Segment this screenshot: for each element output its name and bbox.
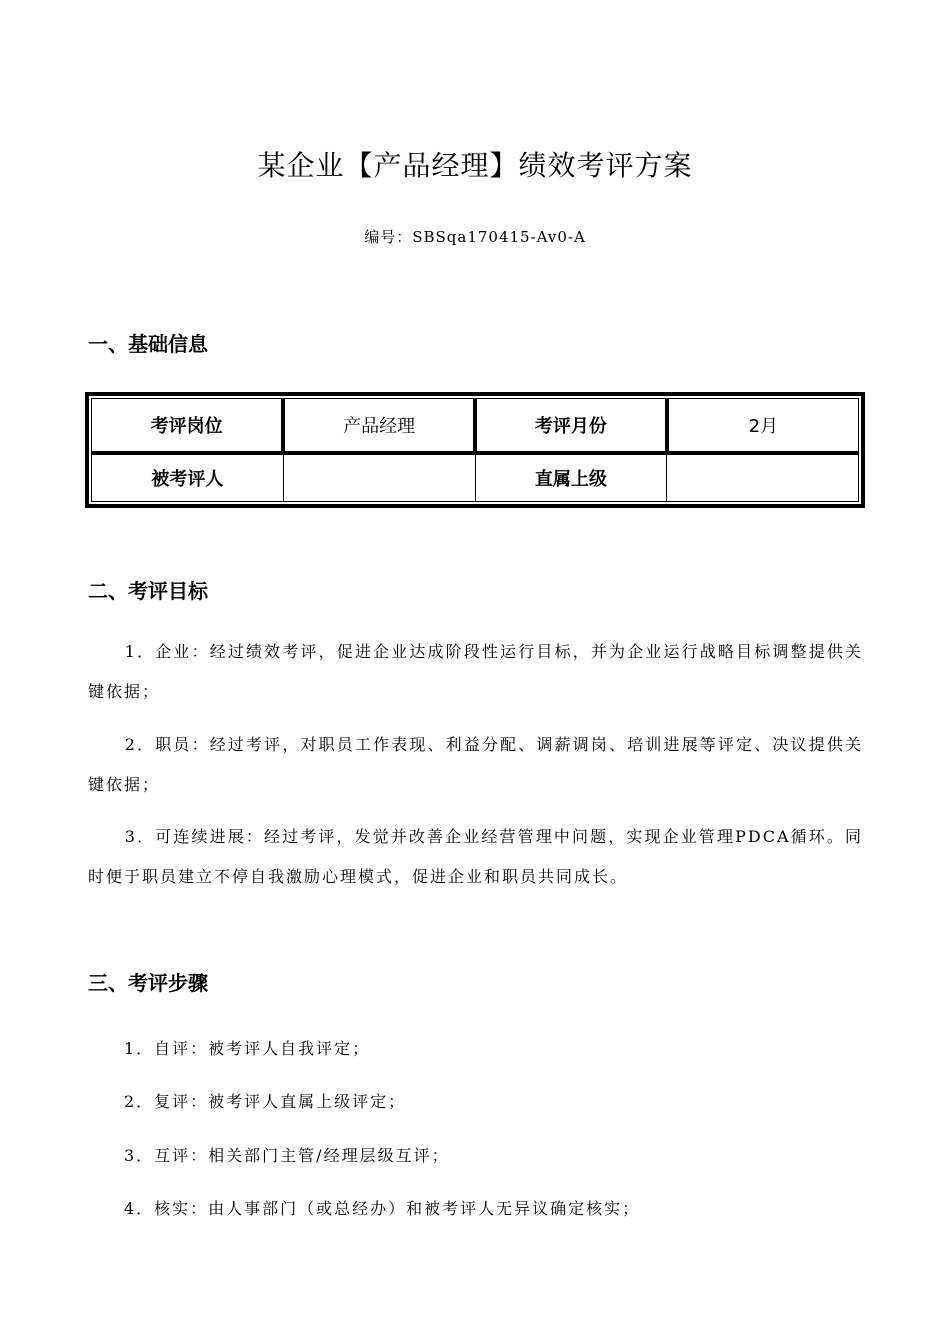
basic-info-table [85,392,865,508]
value-position: 产品经理 [283,399,475,454]
step-item-1: 1．自评：被考评人自我评定； [124,1039,371,1058]
step-item-2: 2．复评：被考评人直属上级评定； [124,1092,407,1111]
goal-item-1: 1．企业：经过绩效考评，促进企业达成阶段性运行目标，并为企业运行战略目标调整提供关键依据； [88,642,863,701]
step-item-4: 4．核实：由人事部门（或总经办）和被考评人无异议确定核实； [124,1199,641,1218]
table-row [92,453,859,502]
value-supervisor [667,453,859,502]
table-row [92,399,859,454]
section-heading-steps: 三、考评步骤 [88,971,208,995]
goal-item-3: 3．可连续进展：经过考评，发觉并改善企业经营管理中问题，实现企业管理PDCA循环。同时便于职员建立不停自我激励心理模式，促进企业和职员共同成长。 [88,827,863,886]
label-position: 考评岗位 [92,399,284,454]
label-appraisee: 被考评人 [92,453,284,502]
step-item-3: 3．互评：相关部门主管/经理层级互评； [124,1146,450,1165]
label-month: 考评月份 [475,399,667,454]
value-appraisee [283,453,475,502]
value-month: 2月 [667,399,859,454]
section-heading-basic-info: 一、基础信息 [88,332,208,356]
document-title: 某企业【产品经理】绩效考评方案 [257,149,693,182]
label-supervisor: 直属上级 [475,453,667,502]
document-number: 编号：SBSqa170415-Av0-A [364,228,586,246]
goal-item-2: 2．职员：经过考评，对职员工作表现、利益分配、调薪调岗、培训进展等评定、决议提供关键依据； [88,735,863,794]
section-heading-goals: 二、考评目标 [88,579,208,603]
